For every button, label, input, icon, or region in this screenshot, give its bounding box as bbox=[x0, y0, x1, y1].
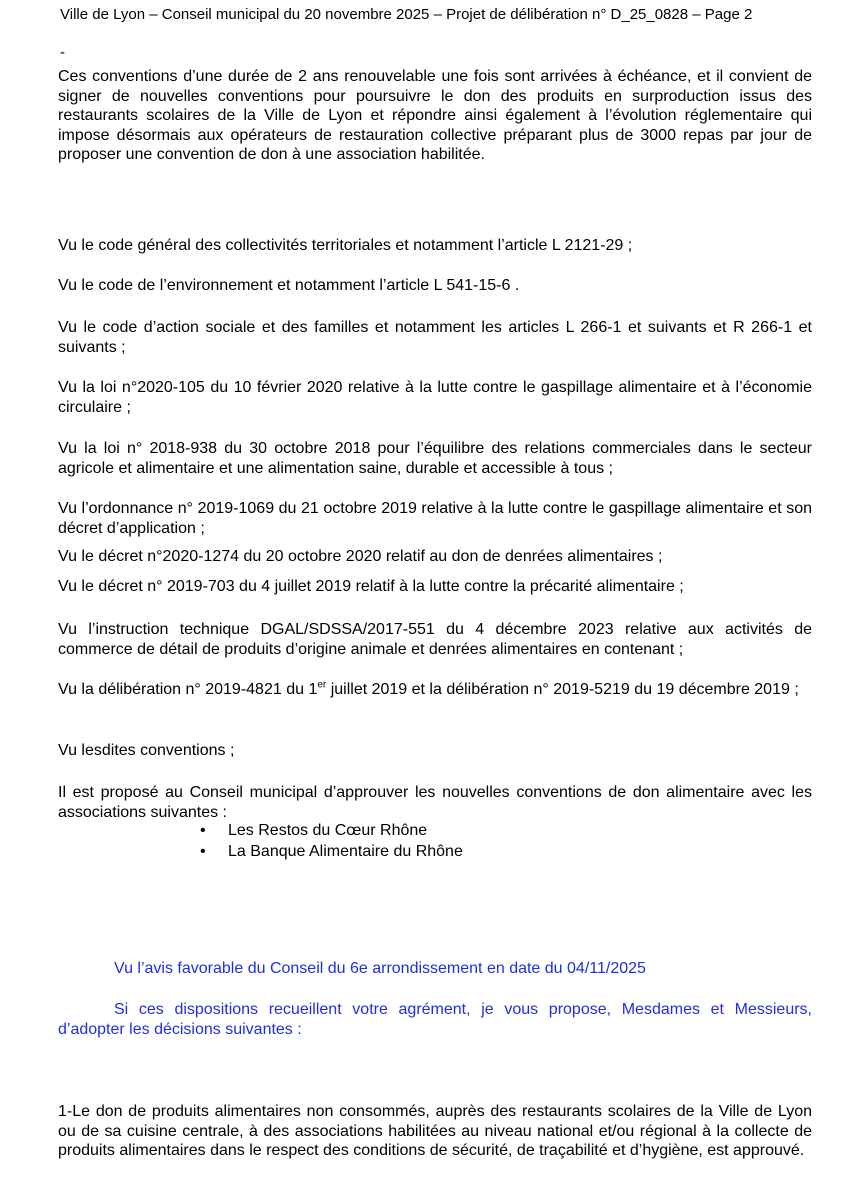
list-item bbox=[197, 841, 463, 862]
paragraph-conventions: Ces conventions d’une durée de 2 ans renouvelable une fois sont arrivées à échéance, et il convient de signer de nouvelles conventions pour poursuivre le don des produits en surproduction issus des restaurants scolaires de la Ville de Lyon et répondre ainsi également à l’évolution réglementaire qui impose désormais aux opérateurs de restauration collective préparant plus de 3000 repas par jour de proposer une convention de don à une association habilitée. bbox=[58, 68, 812, 163]
paragraph-vu-loi-2020: Vu la loi n°2020-105 du 10 février 2020 relative à la lutte contre le gaspillage alimentaire et à l’économie circulaire ; bbox=[58, 379, 812, 416]
paragraph-vu-deliberation bbox=[58, 680, 812, 700]
deliberation-text-start: Vu la délibération n° 2019-4821 du 1 bbox=[58, 681, 318, 698]
bullet-icon: • bbox=[200, 822, 206, 839]
paragraph-vu-loi-2018: Vu la loi n° 2018-938 du 30 octobre 2018 pour l’équilibre des relations commerciales dans le secteur agricole et alimentaire et une alimentation saine, durable et accessible à tous ; bbox=[58, 440, 812, 477]
paragraph-vu-decret-2020: Vu le décret n°2020-1274 du 20 octobre 2020 relatif au don de denrées alimentaires ; bbox=[58, 548, 663, 565]
deliberation-text-end: juillet 2019 et la délibération n° 2019-5219 du 19 décembre 2019 ; bbox=[326, 681, 799, 698]
paragraph-avis: Vu l’avis favorable du Conseil du 6e arrondissement en date du 04/11/2025 bbox=[114, 960, 646, 977]
paragraph-vu-instruction: Vu l’instruction technique DGAL/SDSSA/2017-551 du 4 décembre 2023 relative aux activités de commerce de détail de produits d’origine animale et denrées alimentaires en contenant ; bbox=[58, 621, 812, 658]
paragraph-vu-ordonnance: Vu l’ordonnance n° 2019-1069 du 21 octobre 2019 relative à la lutte contre le gaspillage alimentaire et son décret d’application ; bbox=[58, 500, 812, 537]
paragraph-agrement: Si ces dispositions recueillent votre agrément, je vous propose, Mesdames et Messieurs, d’adopter les décisions suivantes : bbox=[58, 1001, 812, 1038]
page-header: Ville de Lyon – Conseil municipal du 20 novembre 2025 – Projet de délibération n° D_25_0828 – Page 2 bbox=[60, 6, 753, 23]
ordinal-superscript: er bbox=[317, 679, 327, 691]
paragraph-vu-conventions: Vu lesdites conventions ; bbox=[58, 742, 235, 759]
paragraph-vu-environnement: Vu le code de l’environnement et notamment l’article L 541-15-6 . bbox=[58, 277, 520, 294]
paragraph-vu-cgct: Vu le code général des collectivités territoriales et notamment l’article L 2121-29 ; bbox=[58, 237, 633, 254]
dash-marker: - bbox=[60, 44, 65, 61]
association-name: Les Restos du Cœur Rhône bbox=[228, 822, 428, 839]
associations-list bbox=[197, 820, 463, 862]
paragraph-propose: Il est proposé au Conseil municipal d’approuver les nouvelles conventions de don alimentaire avec les associations suivantes : bbox=[58, 784, 812, 821]
association-name: La Banque Alimentaire du Rhône bbox=[228, 843, 463, 860]
paragraph-decision-1: 1-Le don de produits alimentaires non consommés, auprès des restaurants scolaires de la Ville de Lyon ou de sa cuisine centrale, à des associations habilitées au niveau national et/ou régional à la collecte de produits alimentaires dans le respect des conditions de sécurité, de traçabilité et d’hygiène, est approuvé. bbox=[58, 1103, 812, 1159]
bullet-icon: • bbox=[200, 843, 206, 860]
paragraph-vu-decret-2019: Vu le décret n° 2019-703 du 4 juillet 2019 relatif à la lutte contre la précarité alimentaire ; bbox=[58, 578, 684, 595]
paragraph-vu-action-sociale: Vu le code d’action sociale et des familles et notamment les articles L 266-1 et suivants et R 266-1 et suivants ; bbox=[58, 319, 812, 356]
list-item bbox=[197, 820, 463, 841]
